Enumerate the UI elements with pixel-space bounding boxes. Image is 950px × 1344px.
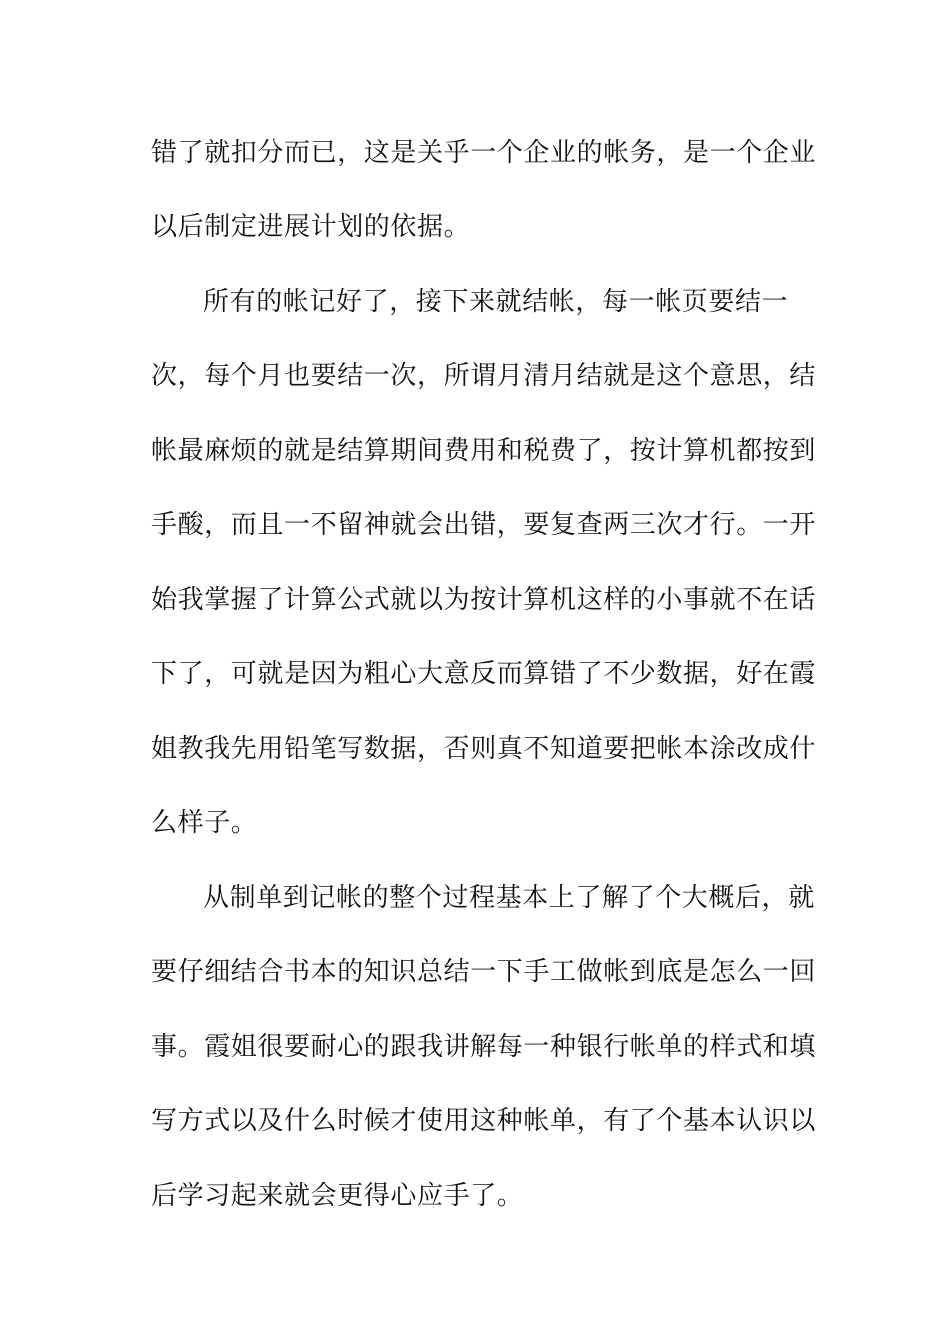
text-line: 错了就扣分而已，这是关乎一个企业的帐务，是一个企业 [151,138,817,168]
text-line: 么样子。 [151,808,258,838]
text-line: 始我掌握了计算公式就以为按计算机这样的小事就不在话 [151,585,817,615]
text-line: 后学习起来就会更得心应手了。 [151,1181,524,1211]
text-line: 写方式以及什么时候才使用这种帐单，有了个基本认识以 [151,1106,817,1136]
paragraph-start-line: 从制单到记帐的整个过程基本上了解了个大概后，就 [203,883,815,913]
paragraph-start-line: 所有的帐记好了，接下来就结帐，每一帐页要结一 [203,287,789,317]
text-line: 下了，可就是因为粗心大意反而算错了不少数据，好在霞 [151,659,817,689]
text-line: 要仔细结合书本的知识总结一下手工做帐到底是怎么一回 [151,957,817,987]
text-line: 事。霞姐很要耐心的跟我讲解每一种银行帐单的样式和填 [151,1032,817,1062]
text-line: 帐最麻烦的就是结算期间费用和税费了，按计算机都按到 [151,436,817,466]
text-line: 次，每个月也要结一次，所谓月清月结就是这个意思，结 [151,361,817,391]
text-line: 姐教我先用铅笔写数据，否则真不知道要把帐本涂改成什 [151,734,817,764]
text-line: 以后制定进展计划的依据。 [151,212,471,242]
text-line: 手酸，而且一不留神就会出错，要复查两三次才行。一开 [151,510,817,540]
